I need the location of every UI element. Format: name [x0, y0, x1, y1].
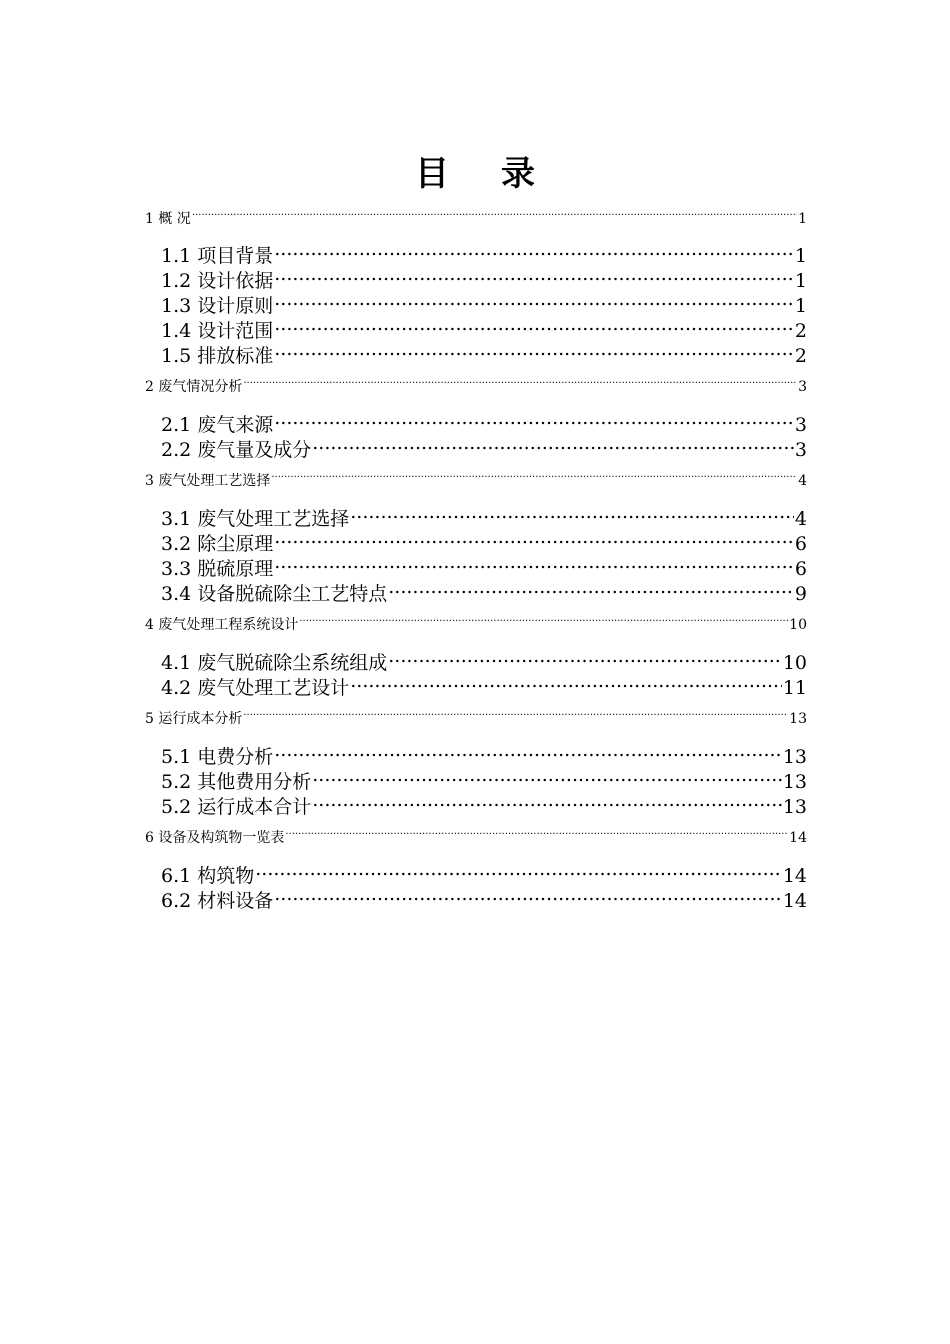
- toc-entry-page-number: 10: [789, 617, 807, 633]
- toc-chapter-entry[interactable]: [145, 709, 807, 729]
- toc-section-entry[interactable]: [161, 293, 807, 319]
- toc-entry-label: 2.2 废气量及成分: [161, 439, 312, 461]
- toc-dot-leader: [274, 268, 794, 287]
- toc-dot-leader: [274, 318, 794, 337]
- toc-entry-page-number: 1: [794, 295, 807, 317]
- toc-title-char-1: 目: [415, 154, 449, 194]
- toc-dot-leader: [274, 343, 794, 362]
- toc-section-entry[interactable]: [161, 437, 807, 463]
- toc-entry-page-number: 14: [789, 830, 807, 846]
- toc-entry-page-number: 1: [794, 270, 807, 292]
- toc-dot-leader: [350, 675, 782, 694]
- toc-entry-page-number: 3: [794, 414, 807, 436]
- toc-chapter-entry[interactable]: [145, 209, 807, 229]
- toc-dot-leader: [274, 888, 782, 907]
- toc-section-entry[interactable]: [161, 343, 807, 369]
- toc-entry-label: 4.2 废气处理工艺设计: [161, 677, 350, 699]
- toc-dot-leader: [274, 744, 782, 763]
- toc-section-entry[interactable]: [161, 268, 807, 294]
- toc-entry-page-number: 4: [798, 473, 807, 489]
- toc-dot-leader: [388, 581, 794, 600]
- toc-entry-page-number: 1: [794, 245, 807, 267]
- toc-entry-label: 6.2 材料设备: [161, 890, 274, 912]
- toc-entry-page-number: 13: [789, 711, 807, 727]
- toc-entry-label: 1.2 设计依据: [161, 270, 274, 292]
- toc-entry-label: 1.5 排放标准: [161, 345, 274, 367]
- toc-dot-leader: [192, 209, 797, 223]
- toc-entry-page-number: 10: [782, 652, 807, 674]
- toc-dot-leader: [274, 531, 794, 550]
- toc-entry-page-number: 11: [782, 677, 807, 699]
- toc-dot-leader: [274, 556, 794, 575]
- toc-entry-label: 5 运行成本分析: [145, 711, 243, 727]
- toc-entry-label: 1 概 况: [145, 211, 191, 227]
- toc-section-entry[interactable]: [161, 531, 807, 557]
- toc-dot-leader: [243, 709, 788, 723]
- toc-chapter-entry[interactable]: [145, 828, 807, 848]
- toc-entry-label: 1.1 项目背景: [161, 245, 274, 267]
- toc-section-entry[interactable]: [161, 794, 807, 820]
- toc-dot-leader: [243, 377, 797, 391]
- toc-section-entry[interactable]: [161, 744, 807, 770]
- toc-title: [0, 150, 950, 198]
- toc-dot-leader: [274, 412, 794, 431]
- toc-entry-page-number: 3: [798, 379, 807, 395]
- toc-entry-page-number: 1: [798, 211, 807, 227]
- toc-entry-label: 2.1 废气来源: [161, 414, 274, 436]
- toc-entry-label: 3.3 脱硫原理: [161, 558, 274, 580]
- toc-section-entry[interactable]: [161, 650, 807, 676]
- toc-entry-page-number: 9: [794, 583, 807, 605]
- toc-entry-label: 4 废气处理工程系统设计: [145, 617, 299, 633]
- toc-entry-label: 5.2 运行成本合计: [161, 796, 312, 818]
- toc-dot-leader: [312, 794, 782, 813]
- toc-section-entry[interactable]: [161, 769, 807, 795]
- toc-dot-leader: [285, 828, 788, 842]
- toc-entry-page-number: 13: [782, 796, 807, 818]
- toc-entry-label: 3.1 废气处理工艺选择: [161, 508, 350, 530]
- toc-dot-leader: [274, 293, 794, 312]
- toc-section-entry[interactable]: [161, 675, 807, 701]
- toc-entry-label: 5.1 电费分析: [161, 746, 274, 768]
- toc-dot-leader: [350, 506, 794, 525]
- toc-dot-leader: [255, 863, 782, 882]
- toc-section-entry[interactable]: [161, 318, 807, 344]
- toc-dot-leader: [274, 243, 794, 262]
- toc-dot-leader: [312, 437, 794, 456]
- toc-entry-label: 3.2 除尘原理: [161, 533, 274, 555]
- toc-entry-page-number: 2: [794, 345, 807, 367]
- toc-section-entry[interactable]: [161, 581, 807, 607]
- toc-section-entry[interactable]: [161, 243, 807, 269]
- toc-entry-label: 3.4 设备脱硫除尘工艺特点: [161, 583, 388, 605]
- toc-dot-leader: [271, 471, 797, 485]
- toc-entry-label: 2 废气情况分析: [145, 379, 243, 395]
- toc-section-entry[interactable]: [161, 863, 807, 889]
- toc-chapter-entry[interactable]: [145, 471, 807, 491]
- toc-entry-page-number: 14: [782, 890, 807, 912]
- toc-entry-label: 6 设备及构筑物一览表: [145, 830, 285, 846]
- toc-entry-page-number: 13: [782, 746, 807, 768]
- toc-section-entry[interactable]: [161, 412, 807, 438]
- toc-entry-page-number: 3: [794, 439, 807, 461]
- toc-chapter-entry[interactable]: [145, 615, 807, 635]
- toc-chapter-entry[interactable]: [145, 377, 807, 397]
- toc-entry-page-number: 2: [794, 320, 807, 342]
- toc-entry-label: 5.2 其他费用分析: [161, 771, 312, 793]
- toc-entry-label: 3 废气处理工艺选择: [145, 473, 271, 489]
- toc-section-entry[interactable]: [161, 506, 807, 532]
- toc-entry-page-number: 4: [794, 508, 807, 530]
- toc-entry-page-number: 6: [794, 558, 807, 580]
- toc-entry-page-number: 14: [782, 865, 807, 887]
- toc-entry-page-number: 6: [794, 533, 807, 555]
- toc-dot-leader: [388, 650, 782, 669]
- toc-dot-leader: [299, 615, 788, 629]
- toc-entry-label: 6.1 构筑物: [161, 865, 255, 887]
- toc-entry-label: 1.3 设计原则: [161, 295, 274, 317]
- toc-title-char-2: 录: [501, 154, 535, 194]
- toc-entry-page-number: 13: [782, 771, 807, 793]
- toc-entry-label: 1.4 设计范围: [161, 320, 274, 342]
- toc-dot-leader: [312, 769, 782, 788]
- toc-entry-label: 4.1 废气脱硫除尘系统组成: [161, 652, 388, 674]
- toc-section-entry[interactable]: [161, 888, 807, 914]
- toc-section-entry[interactable]: [161, 556, 807, 582]
